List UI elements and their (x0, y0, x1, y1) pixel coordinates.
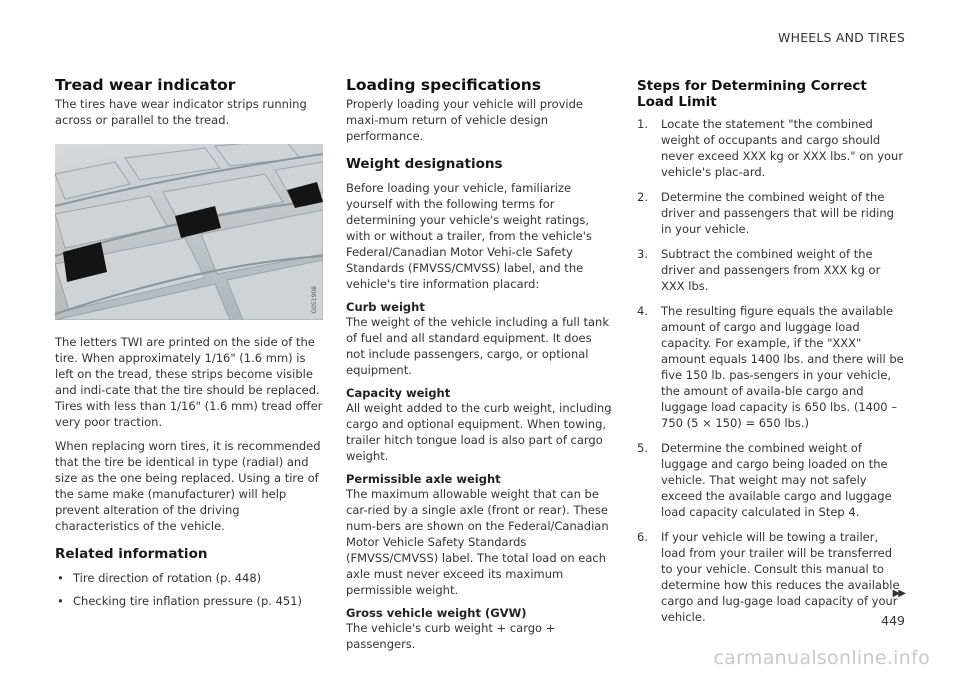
def-capacity-weight: All weight added to the curb weight, including cargo and optional equipment. When towing, trailer hitch tongue load is also part of cargo weight. (346, 401, 612, 463)
related-link-rotation[interactable]: • Tire direction of rotation (p. 448) (55, 570, 323, 586)
watermark: carmanualsonline.info (713, 647, 930, 669)
twi-paragraph: The letters TWI are printed on the side of the tire. When approximately 1/16" (1.6 mm) is left on the tread, these strips become visible and indi-cate that the tire should be replaced. Tires with less than 1/16" (1.6 mm) tread offer very poor traction. (55, 335, 323, 429)
term-capacity-weight: Capacity weight (346, 386, 451, 400)
related-link-inflation[interactable]: • Checking tire inflation pressure (p. 451) (55, 593, 323, 609)
term-axle-weight: Permissible axle weight (346, 472, 501, 486)
section-header: WHEELS AND TIRES (778, 30, 905, 45)
loading-intro: Properly loading your vehicle will provide maxi-mum return of vehicle design performance. (346, 97, 583, 143)
related-links (55, 570, 323, 609)
def-axle-weight: The maximum allowable weight that can be car-ried by a single axle (front or rear). These num-bers are shown on the Federal/Canadian Motor Vehicle Safety Standards (FMVSS/CMVSS) label. The total load on each axle must never exceed its maximum permissible weight. (346, 487, 609, 597)
step-item: 3. Subtract the combined weight of the driver and passengers from XXX kg or XXX lbs. (637, 247, 881, 293)
image-code: G051908 (311, 286, 318, 314)
step-item: 1. Locate the statement "the combined weight of occupants and cargo should never exceed XXX kg or XXX lbs." on your vehicle's plac-ard. (637, 117, 904, 179)
step-item: 6. If your vehicle will be towing a trailer, load from your trailer will be transferred to your vehicle. Consult this manual to determine how this reduces the available cargo and lug-gage load capacity of your vehicle. (637, 530, 900, 624)
term-gvw: Gross vehicle weight (GVW) (346, 606, 527, 620)
column-loading (346, 76, 614, 660)
step-item: 2. Determine the combined weight of the driver and passengers that will be riding in your vehicle. (637, 190, 894, 236)
step-item: 4. The resulting figure equals the available amount of cargo and luggage load capacity. For example, if the "XXX" amount equals 1400 lbs. and there will be five 150 lb. pas-sengers in your vehicle, the amount of availa-ble cargo and luggage load capacity is 650 lbs. (1400 – 750 (5 × 150) = 650 lbs.) (637, 304, 904, 430)
tire-tread-drawing (55, 144, 323, 320)
related-information-title: Related information (55, 546, 208, 562)
next-page-arrow-icon[interactable]: ▶▶ (892, 588, 904, 599)
load-limit-steps (637, 116, 905, 625)
column-load-limit (637, 76, 905, 634)
load-limit-title: Steps for Determining Correct Load Limit (637, 78, 867, 110)
tire-tread-illustration (55, 144, 323, 320)
loading-title: Loading specifications (346, 76, 542, 94)
def-gvw: The vehicle's curb weight + cargo + passengers. (346, 621, 556, 651)
page-number: 449 (881, 613, 905, 628)
column-tread-wear (55, 76, 323, 616)
term-curb-weight: Curb weight (346, 300, 425, 314)
replacement-paragraph: When replacing worn tires, it is recommended that the tire be identical in type (radial) and size as the one being replaced. Using a tire of the same make (manufacturer) will help prevent alteration of the driving characteristics of the vehicle. (55, 439, 321, 533)
step-item: 5. Determine the combined weight of luggage and cargo being loaded on the vehicle. That weight may not safely exceed the available cargo and luggage load capacity calculated in Step 4. (637, 441, 892, 519)
tread-wear-title: Tread wear indicator (55, 76, 236, 94)
def-curb-weight: The weight of the vehicle including a full tank of fuel and all standard equipment. It does not include passengers, cargo, or optional equipment. (346, 315, 609, 377)
weight-designations-title: Weight designations (346, 156, 503, 172)
tread-wear-intro: The tires have wear indicator strips running across or parallel to the tread. (55, 97, 307, 127)
weight-intro: Before loading your vehicle, familiarize yourself with the following terms for determining your vehicle's weight ratings, with or without a trailer, from the vehicle's Federal/Canadian Motor Vehi-cle Safety Standards (FMVSS/CMVSS) label, and the vehicle's tire information placard: (346, 181, 592, 291)
